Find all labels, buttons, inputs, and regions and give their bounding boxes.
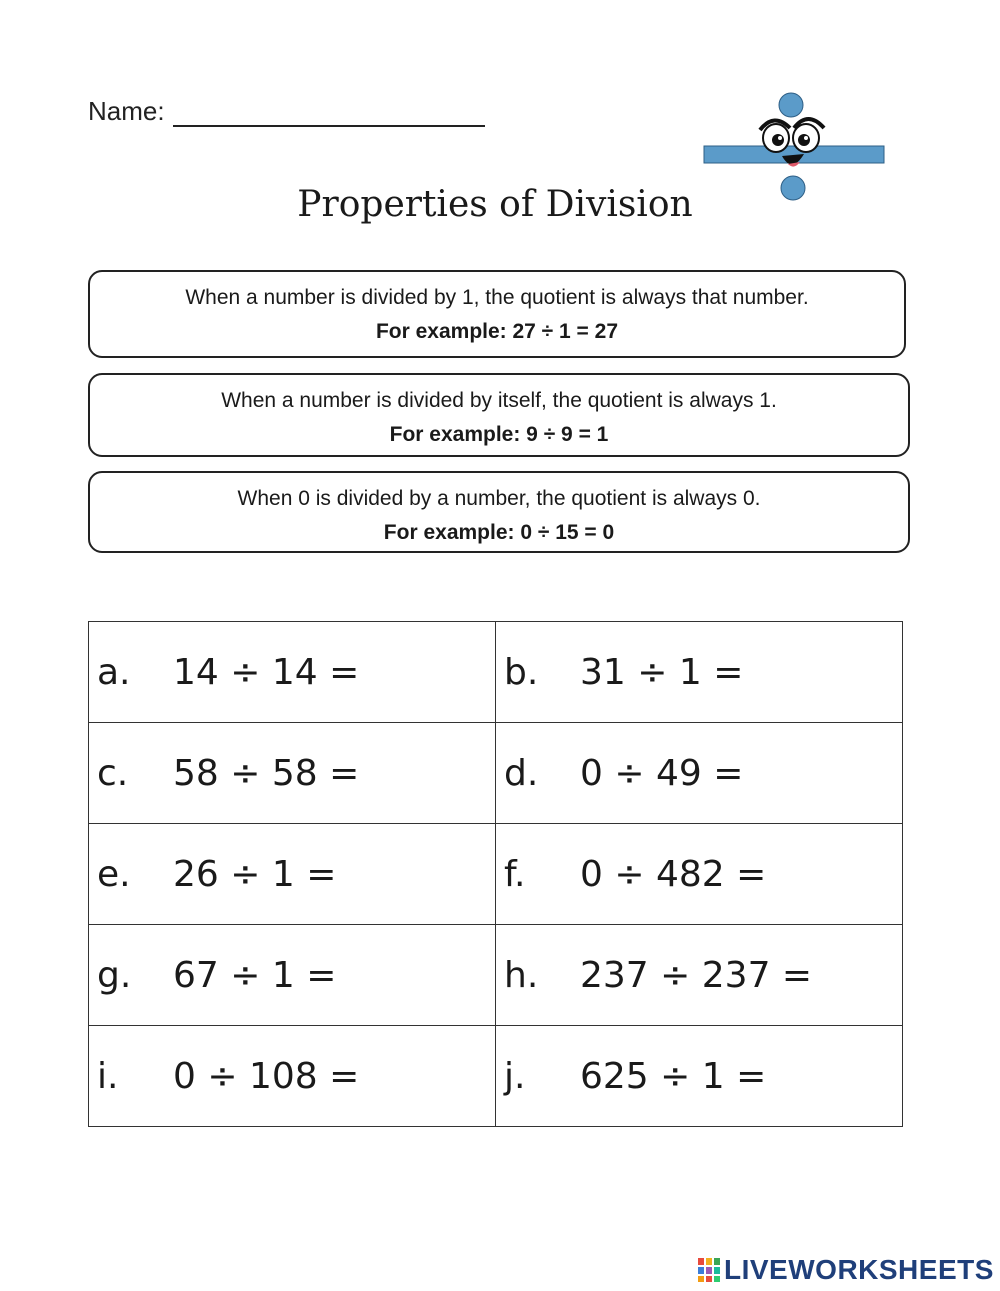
problem-cell-i[interactable] [89,1026,496,1127]
problem-letter: b. [504,651,539,693]
table-row [89,925,903,1026]
problem-letter: f. [504,853,526,895]
name-field [88,96,485,127]
table-row [89,723,903,824]
table-row [89,622,903,723]
rule-example: For example: 9 ÷ 9 = 1 [389,423,609,446]
rule-description: When 0 is divided by a number, the quotient is always 0. [237,487,761,510]
rule-box-divide-by-itself [88,373,910,457]
problem-cell-c[interactable] [89,723,496,824]
name-blank-line[interactable] [173,97,485,127]
problem-expression: 237 ÷ 237 = [580,954,813,996]
table-row [89,1026,903,1127]
problem-expression: 67 ÷ 1 = [173,954,337,996]
problem-cell-f[interactable] [496,824,903,925]
rule-example: For example: 0 ÷ 15 = 0 [383,521,615,544]
problem-letter: h. [504,954,539,996]
liveworksheets-logo-icon [698,1258,720,1282]
problem-letter: c. [97,752,129,794]
problem-cell-b[interactable] [496,622,903,723]
problem-letter: a. [97,651,131,693]
problem-cell-a[interactable] [89,622,496,723]
problem-cell-j[interactable] [496,1026,903,1127]
problem-cell-g[interactable] [89,925,496,1026]
problem-expression: 58 ÷ 58 = [173,752,360,794]
problem-letter: j. [504,1055,526,1097]
problem-cell-d[interactable] [496,723,903,824]
brand-name: LIVEWORKSHEETS [724,1254,994,1285]
problem-letter: e. [97,853,131,895]
problem-expression: 0 ÷ 108 = [173,1055,360,1097]
rule-example: For example: 27 ÷ 1 = 27 [375,320,619,343]
problem-cell-e[interactable] [89,824,496,925]
problem-expression: 26 ÷ 1 = [173,853,337,895]
problems-table [88,621,903,1127]
problem-expression: 0 ÷ 482 = [580,853,767,895]
rule-box-divide-by-one [88,270,906,358]
problem-expression: 0 ÷ 49 = [580,752,744,794]
problem-expression: 625 ÷ 1 = [580,1055,767,1097]
problem-letter: d. [504,752,539,794]
problem-letter: i. [97,1055,119,1097]
rule-description: When a number is divided by 1, the quotient is always that number. [185,286,809,309]
problem-expression: 31 ÷ 1 = [580,651,744,693]
page-title: Properties of Division [297,184,693,225]
problem-expression: 14 ÷ 14 = [173,651,360,693]
rule-description: When a number is divided by itself, the quotient is always 1. [221,389,777,412]
rule-box-zero-divided [88,471,910,553]
table-row [89,824,903,925]
problem-cell-h[interactable] [496,925,903,1026]
name-label: Name: [88,96,165,126]
liveworksheets-brand[interactable] [698,1254,994,1286]
problem-letter: g. [97,954,132,996]
